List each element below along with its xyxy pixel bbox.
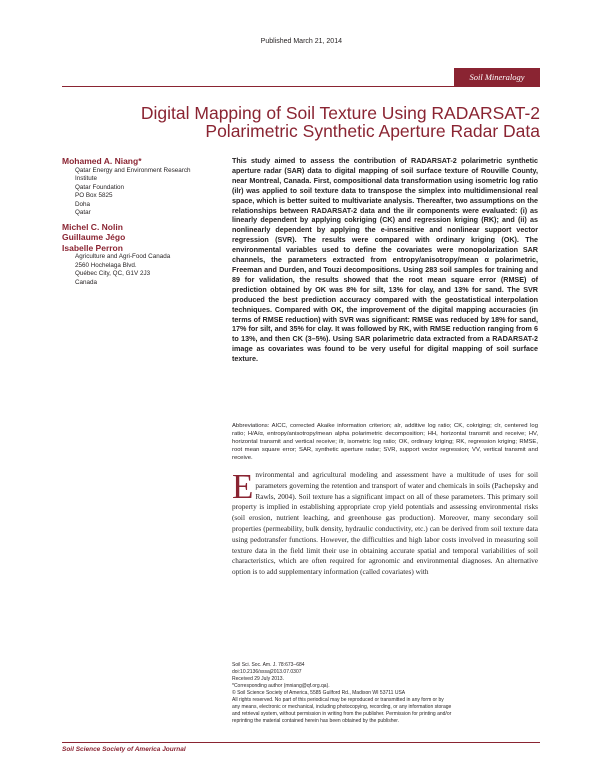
abstract: This study aimed to assess the contribution of RADARSAT-2 polarimetric synthetic aperture radar (SAR) data to digital mapping of soil surface texture of Rouville County, near Montreal, Canada. First, compositional data transformation using isometric log ratio (ilr) was applied to soil texture data to transpose the simplex into multidimensional real space, which is better suited to multivariate analysis. Thereafter, two assumptions on the relationships between RADARSAT-2 data and the ilr components were evaluated: (i) as linearly dependent by applying cokriging (CK) and regression kriging (RK); and (ii) as nonlinearly dependent by applying the e-insensitive and nonlinear support vector regression (SVR). The results were compared with ordinary kriging (OK). The environmental variables used to define the covariates were monopolarization SAR channels, the parameters extracted from entropy/anisotropy/mean α polarimetric, Freeman and Durden, and Touzi decompositions. Using 283 soil samples for training and 89 for validation, the results showed that the root mean square error (RMSE) of prediction obtained by OK was 8% for silt, 13% for clay, and 13% for sand. The SVR produced the best prediction accuracy compared with the geostatistical interpolation techniques. Compared with OK, the improvement of the digital mapping accuracies (in terms of RMSE reduction) with SVR was significant: RMSE was reduced by 18% for sand, 17% for silt, and 35% for clay. It was followed by RK, with RMSE reduction ranging from 6 to 13%, and then CK (3–5%). Using SAR polarimetric data extracted from a RADARSAT-2 image as covariates was found to be very useful for digital mapping of soil surface texture. — [232, 156, 538, 364]
rights-line: any means, electronic or mechanical, including photocopying, recording, or any information storage — [232, 704, 452, 710]
title-line-1: Digital Mapping of Soil Texture Using RADARSAT-2 — [140, 103, 540, 123]
body-paragraph: nvironmental and agricultural modeling and assessment have a multitude of uses for soil parameters governing the retention and transport of water and chemicals in soils (Pachepsky and Rawls, 2004). Soil texture has a significant impact on all of these parameters. This primary soil property is implied in establishing appropriate crop yield potentials and assessing environmental risks (soil erosion, nutrient leaching, and greenhouse gas production). Moreover, many secondary soil properties (permeability, bulk density, hydraulic conductivity, etc.) can be derived from soil texture data using pedotransfer functions. However, the difficulties and high labor costs involved in measuring soil texture data in the field limit their use in obtaining accurate spatial and temporal variabilities of soil characteristics, which are often required for agronomic and environmental diagnoses. An alternative option is to add supplementary information (called covariates) with — [232, 470, 538, 577]
copyright-line: © Soil Science Society of America, 5585 Guilford Rd., Madison WI 53711 USA — [232, 690, 406, 696]
author-name: Michel C. Nolin — [62, 221, 123, 232]
affiliation-line: Qatar Energy and Environment Research — [75, 166, 191, 174]
affiliation-line: Institute — [75, 175, 98, 182]
author-block — [62, 156, 227, 287]
affiliation — [62, 253, 227, 287]
rights-line: and retrieval system, without permission in writing from the publisher. Permission for printing and/or — [232, 711, 452, 717]
footnotes — [232, 662, 538, 725]
received-line: Received 29 July 2013. — [232, 676, 284, 682]
journal-name: Soil Science Society of America Journal — [62, 746, 186, 753]
article-title — [62, 104, 540, 140]
affiliation-line: Qatar — [75, 209, 91, 216]
author-name: Mohamed A. Niang* — [62, 156, 142, 166]
header-rule — [62, 86, 540, 87]
affiliation-line: PO Box 5825 — [75, 192, 113, 199]
section-label: Soil Mineralogy — [469, 72, 525, 82]
affiliation-line: Canada — [75, 278, 98, 286]
affiliation-line: 2560 Hochelaga Blvd. — [75, 261, 137, 269]
affiliation-line: Québec City, QC, G1V 2J3 — [75, 270, 151, 277]
author-name: Isabelle Perron — [62, 242, 123, 253]
title-line-2: Polarimetric Synthetic Aperture Radar Data — [205, 121, 540, 141]
doi-line: doi:10.2136/sssaj2013.07.0307 — [232, 669, 302, 675]
rights-line: All rights reserved. No part of this periodical may be reproduced or transmitted in any form or by — [232, 697, 444, 703]
drop-cap: E — [232, 467, 254, 506]
body-text — [232, 467, 538, 578]
affiliation — [62, 167, 227, 218]
abbreviations: Abbreviations: AICC, corrected Akaike information criterion; alr, additive log ratio; CK, cokriging; clr, centered log ratio; H/A/α, entropy/anisotropy/mean alpha polarimetric decomposition; HH, horizontal transmit and receive; HV, horizontal transmit and vertical receive; ilr, isometric log ratio; OK, ordinary kriging; RK, regression kriging; RMSE, root mean square error; SAR, synthetic aperture radar; SVR, support vector regression; VV, vertical transmit and receive. — [232, 423, 538, 461]
publication-date: Published March 21, 2014 — [260, 38, 342, 45]
citation-line: Soil Sci. Soc. Am. J. 78:673–684 — [232, 662, 305, 668]
author-name: Guillaume Jégo — [62, 232, 126, 242]
corresponding-author-line: *Corresponding author (mniang@qf.org.qa). — [232, 683, 330, 689]
affiliation-line: Agriculture and Agri-Food Canada — [75, 253, 171, 260]
affiliation-line: Doha — [75, 200, 91, 208]
affiliation-line: Qatar Foundation — [75, 183, 125, 191]
rights-line: reprinting the material contained herein has been obtained by the publisher. — [232, 718, 400, 724]
footer-rule — [62, 742, 540, 743]
